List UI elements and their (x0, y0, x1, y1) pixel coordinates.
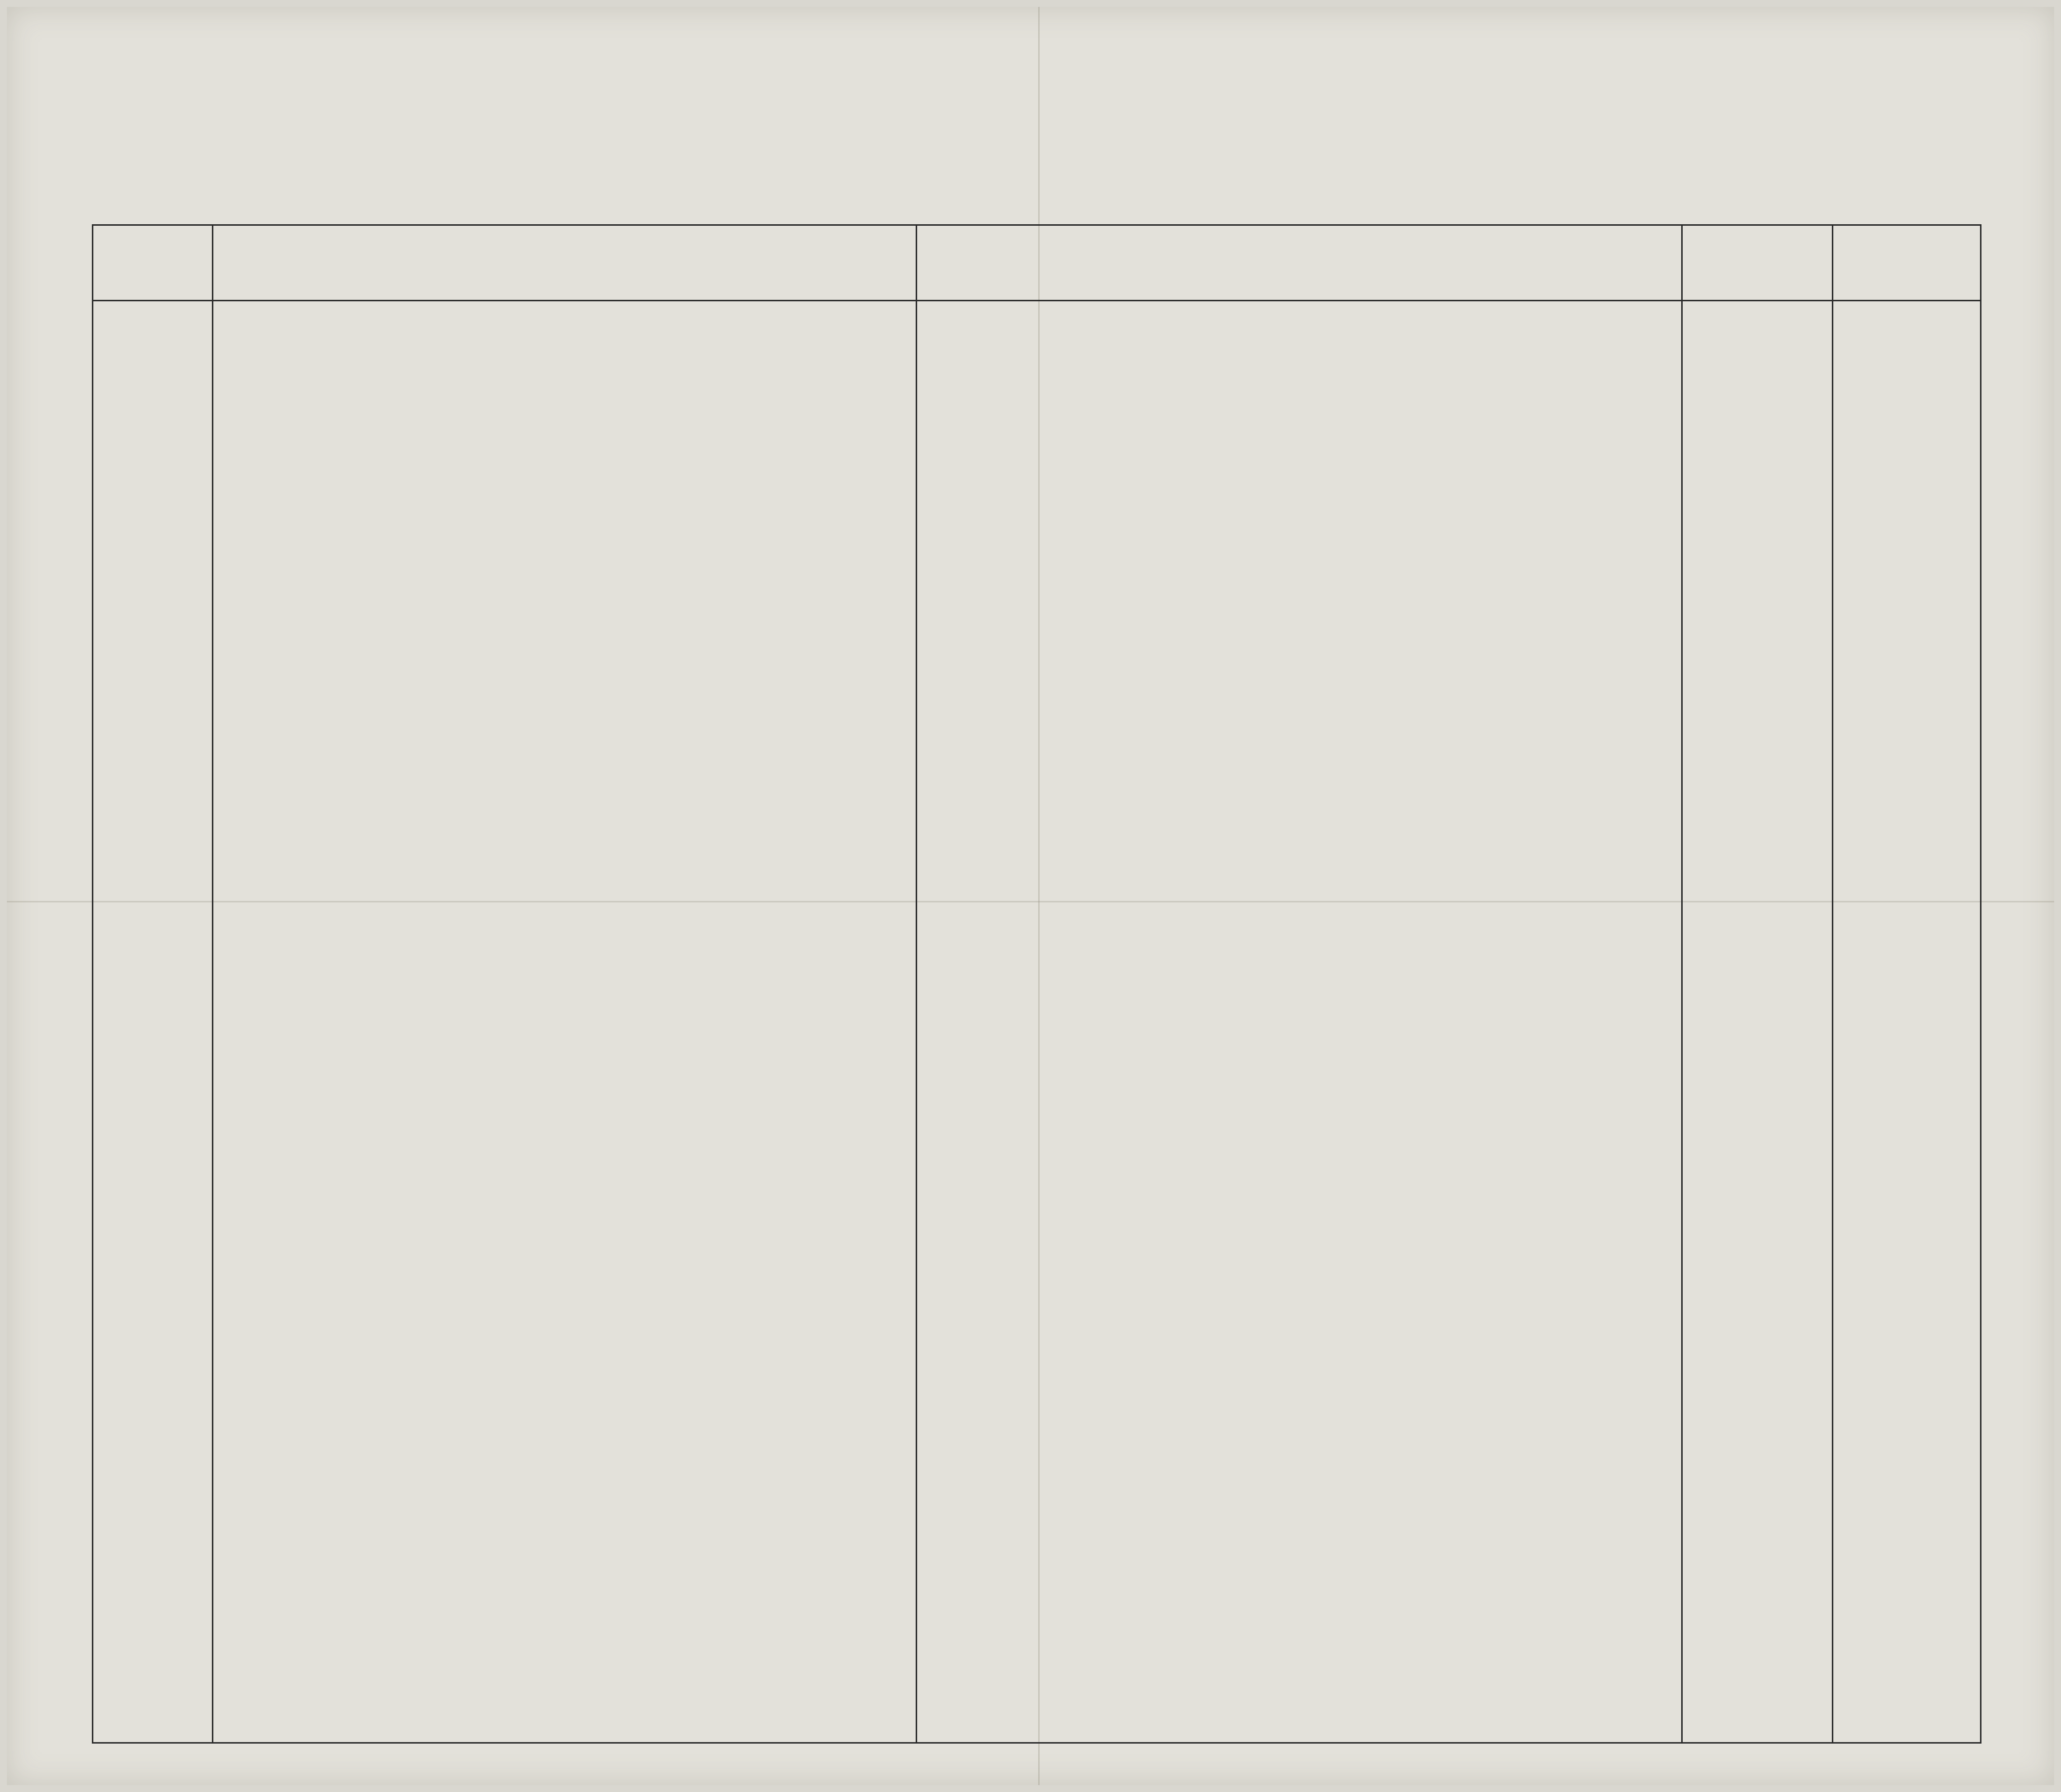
divider (212, 226, 213, 1742)
divider (916, 226, 917, 1742)
data-table (92, 224, 1981, 1744)
document-header (7, 54, 2054, 65)
map-sheet (7, 7, 2054, 1785)
divider (1832, 226, 1833, 1742)
killed-buck-subheaders (212, 274, 1832, 285)
divider (1681, 226, 1683, 1742)
column-grid (212, 301, 1832, 1742)
county-column-headers (212, 260, 1832, 272)
table-header (93, 226, 1980, 301)
yes-no-subheaders (212, 287, 1832, 298)
